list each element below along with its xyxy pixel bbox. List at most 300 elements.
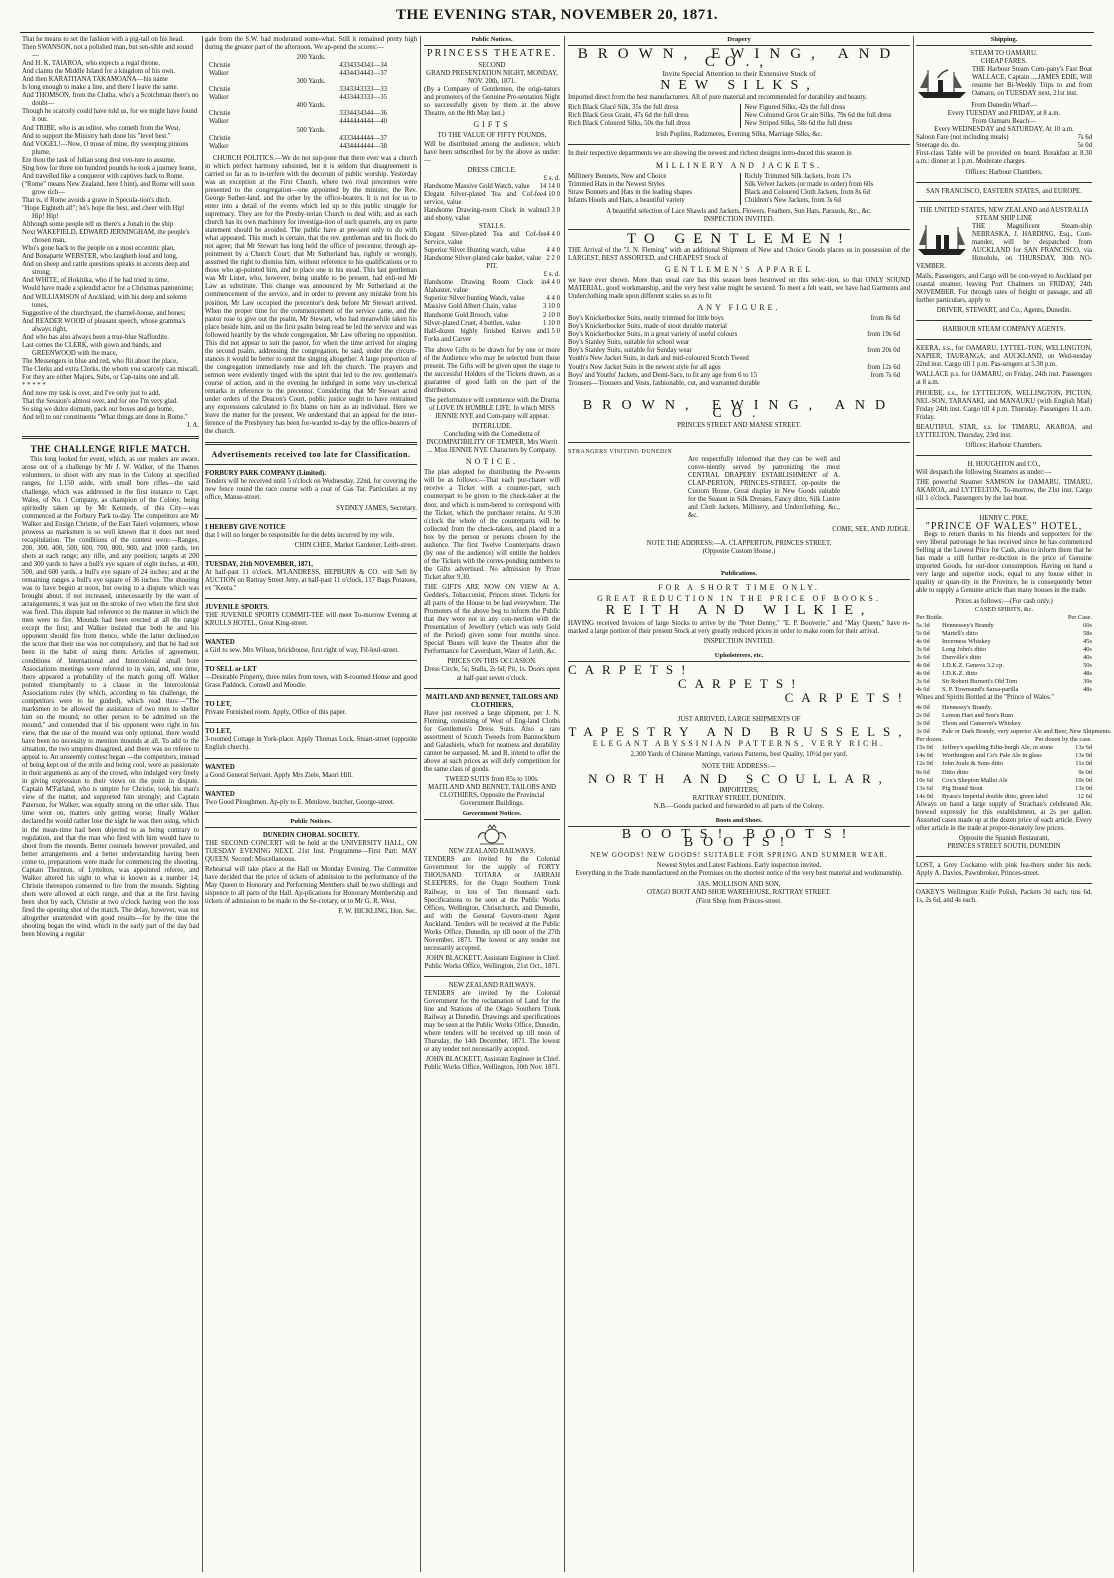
gift-row [424, 328, 560, 344]
spirit [916, 670, 1092, 678]
gift-value: 2 2 0 [546, 255, 560, 263]
comedietta-text: Concluding with the Comedietta of INCOMPATIBILITY OF TEMPER, Mrs Worrit ... Miss JENNIE NYE Characters by Company. [426, 431, 558, 455]
poem-line: And Bonaparte WEBSTER, who laugheth loud and long, [22, 253, 178, 261]
tapestry-brussels: TAPESTRY AND BRUSSELS, [568, 723, 910, 739]
poem-line: And READER WOOD of pleasant speech, whose gramma's always right, [22, 317, 186, 333]
gifts-value: TO THE VALUE OF FIFTY POUNDS, [437, 132, 547, 140]
opposite-restaurant: Opposite the Spanish Restaurant, [958, 834, 1050, 842]
newest-styles: Newest Styles and Latest Fashions. Early inspection invited. [656, 862, 822, 870]
interlude-label: INTERLUDE. [472, 423, 512, 431]
ad-heading: TO SELL or LET [205, 666, 257, 674]
come-see-judge: COME, SEE, AND JUDGE. [832, 526, 910, 534]
divider [205, 633, 417, 634]
classified-ads [205, 470, 417, 812]
from-oamaru: From Oamaru Beach— [972, 118, 1036, 126]
princes-manse-street: PRINCES STREET AND MANSE STREET. [677, 421, 801, 429]
classified-ad [205, 639, 417, 655]
theatre-title: PRINCESS THEATRE. [427, 48, 557, 60]
score-row [205, 94, 417, 102]
spirit-case-price: 48s [1083, 669, 1092, 677]
public-notices-label: Public Notices. [205, 818, 417, 828]
pit-gifts [424, 279, 560, 343]
divider [424, 688, 560, 689]
silk-list-right [740, 104, 911, 128]
spirit-case-price: 48s [1083, 686, 1092, 694]
millinery-heading: MILLINERY AND JACKETS. [655, 160, 823, 170]
notice-body: The plan adopted for distributing the Pre-sents will be as follows:—That each pur-chaser will receive a Ticket with a counter-part, such counterpart to be given to the check-taker at the door, and which is num-bered to correspond with the Ticket, which the purchaser retains. At 9.30 o'clock the whole of the counterparts will be collected from the check-takers, and placed in a box by the person or persons chosen by the audience. The first Twelve Counterparts drawn (by one of the audience) will entitle the holders of the Tickets with the corres-ponding numbers to the Gifts advertised. No admission by Prize Ticket after 9.30. [424, 469, 560, 581]
column-4 [568, 36, 910, 1572]
classified-ad [205, 764, 417, 780]
gift-name: Handsome Drawing Room Clock in Alabaster, value [424, 279, 547, 295]
divider [205, 812, 417, 813]
spirit-price: 4s 0d [916, 669, 930, 677]
column-rule [564, 36, 565, 1572]
suit-row [568, 339, 910, 347]
score-range-label: 300 Yards. [296, 78, 326, 86]
gift-name: Handsome Massive Gold Watch, value [424, 182, 530, 190]
suit-row [568, 380, 910, 388]
suit-row [568, 347, 910, 355]
divider [916, 508, 1092, 509]
spirit-price: 4s 0d [916, 661, 930, 669]
boys-suits-list [568, 315, 910, 387]
millinery-list-right [740, 173, 911, 205]
steamship-icon [916, 223, 968, 257]
spirit [916, 678, 1092, 686]
carpets-word: CARPETS! [784, 689, 910, 705]
wine-price: 3s 0d [916, 720, 930, 728]
poem-line: The Messengers in blue and red, who flit about the place, [22, 357, 178, 365]
ale-price: 15s 0d [916, 744, 933, 752]
divider [916, 201, 1092, 202]
railways-signature-1: JOHN BLACKETT, Assistant Engineer in Chief. Public Works Office, Wellington, 21st Oct., 1871. [424, 954, 560, 970]
fare-label: Saloon Fare (not including meals) [916, 134, 1009, 142]
spirit-name: Long John's ditto [942, 645, 987, 653]
score-row [205, 110, 417, 118]
second-label: SECOND [478, 62, 506, 70]
spirit-name: Inverness Whiskey [942, 637, 991, 645]
currency-header: £ s. d. [543, 174, 560, 182]
divider [916, 320, 1092, 321]
ad-heading: WANTED [205, 639, 235, 647]
strangers-body: Are respectfully informed that they can be well and conve-niently served by patronizing the most CENTRAL DRAPERY ESTABLISHMENT of A. CLAP-PERTON, PRINCES-STREET, op-posite the Custom House. Great display in New Goods suitable for the Season in Silk Dresses, Fancy ditto, Silk Lustre and Cloth Jackets, Millinery, and Underclothing, &c., &c. [688, 455, 840, 520]
fare-row [916, 134, 1092, 142]
wine-name: Pale or Dark Brandy, very superior Ale and Beer, New Shipments. [942, 728, 1112, 736]
masthead [20, 6, 1094, 33]
shooter-score: 4334334343—34 [339, 62, 387, 70]
wine-name: Lemon Hart and Son's Rum [942, 712, 1014, 720]
silk-item: New Coloured Gros Gr ain Silks, 79s 6d the full dress [744, 112, 892, 120]
harbour-agents-heading: HARBOUR STEAM COMPANY AGENTS. [942, 326, 1066, 334]
wines-list [916, 704, 1112, 736]
church-politics-body: CHURCH POLITICS.—We do not sup-pose that there ever was a church in which perfect harmony subsisted, but it is seldom that disagreement is carried so far as to in-terfere with the decorum of public worship. Yesterday was an exception at the First Church, where two rival precentors were presented to the congregation—one appointed by the minister, the Rev. George Suther-land, and the other by the office-bearers. It is not for us to enter into a detail of the events which led up to this public struggle for supremacy. They are for the Presby-terian Church to deal with; and as each church has its own machinery for investiga-tion of such quarrels, any ex parte statement should be avoided. The public have at pre-sent only to do with what appeared. This much is certain, that the rev. gentleman and his flock do not agree; that Mr Stewart has long held the office of precentor, through ap-pointment by a Church Court; that Mr Sutherland has, rightly or wrongly, assumed the right to dismiss him, without reference to his qualifications or to those who ap-pointed him, and to place one in his stead. This last gentleman was Mr Lister, who, however, being unable to be present, had enli-ted Mr Law as substitute. This change was announced by Mr Sutherland at the commencement of the service, and in order to prevent any mistake from his position, Mr Law occupied the precentor's desk before Mr Stewart arrived. When the proper time for the commencement of the service came, and the pastor rose to give out the psalm, Mr Stewart, who had meanwhile taken his place beside him, and on the first psalm being read he led the service and was followed heartily by the whole congregation, Mr Law offering no opposition. This did not appear to suit the pastor, for when the time arrived for singing the second psalm, addressing the congregation, he said, under the circum-stances it would be better to omit the singing altogether. A large proportion of the congregation immediately rose and left the church. The prayers and sermon were evidently tinged with the spirit that led to the rev. gentleman's course of action, and in the evening he indulged in some very un-clerical remarks in reference to the precentor. Considering that Mr Stewart acted under orders of the Deacon's Court, public justice ought to have restrained any expressions calculated to fix blame on him as an individual. Here we leave the matter for the present. We understand that an appeal for the inter-ference of the Presbytery has been for-warded to-day by the office-bearers of the church. [205, 154, 417, 436]
maitland-bennet-body: Have just received a large shipment, per J. N. Fleming, consisting of West of Eng-land Cloths for Gentlemen's Dress Suits. Also a rare assortment of Scotch Tweeds from Bannockburn and Galashiels, which for neatness and durability cannot be surpassed. M. and B. intend to offer the above at such prices as will defy competition for the same class of goods. [424, 709, 560, 773]
invite-text: Invite Special Attention to their Extensive Stock of [662, 69, 816, 79]
irish-poplins: Irish Poplins, Radzmeres, Evening Silks, Marriage Silks, &c. [655, 131, 823, 139]
rifle-match-title: THE CHALLENGE RIFLE MATCH. [30, 444, 191, 455]
shooter-name: Walker [209, 118, 229, 126]
public-notices-label: Public Notices. [424, 36, 560, 46]
suit-name: Trousers—Trousers and Vests, fashionable, cut, and warranted durable [568, 379, 760, 387]
boots-shoes-label: Boots and Shoes. [568, 817, 910, 827]
gift-value: 3 10 0 [543, 303, 560, 311]
dress-circle-gifts [424, 183, 560, 223]
offices-1: Offices: Harbour Chambers. [965, 168, 1043, 176]
poem-line: And WILLIAMSON of Auckland, with his deep and solemn tones, [22, 293, 187, 309]
divider [205, 722, 417, 723]
upholsterers-label: Upholsterers, etc. [568, 652, 910, 662]
ale-case-price: 13s 0d [1075, 784, 1092, 792]
short-time-heading: FOR A SHORT TIME ONLY. [658, 583, 820, 593]
ale-price: 10s 6d [916, 776, 933, 784]
jacket-item: Silk Velvet Jackets (or made to order) from 60s [744, 180, 874, 188]
divider [916, 182, 1092, 183]
silk-item: Rich Black Coloured Silks, 50s the full dress [568, 120, 691, 128]
houghton-heading: H. HOUGHTON and CO., [967, 460, 1041, 468]
gift-value: 2 10 0 [543, 311, 560, 319]
gift-value: 4 4 0 [546, 247, 560, 255]
spirit-price: 5s 3d [916, 621, 930, 629]
poem-line: And WHITE, of Hokitika, who if he had tried in time, [22, 277, 169, 285]
wine [916, 704, 1092, 712]
imported-text: Imported direct from the best manufacturers. All of pure material and recommended for durability and beauty. [568, 94, 868, 102]
divider [205, 660, 417, 661]
brown-ewing-title: BROWN, EWING, AND CO., [577, 46, 901, 71]
ale-case-price: 13s 6d [1075, 744, 1092, 752]
score-row [205, 135, 417, 143]
tweed-suits: TWEED SUITS from 85s to 100s. [445, 776, 539, 784]
ad-heading: TO LET, [205, 701, 232, 709]
ad-heading: TUESDAY, 21th NOVEMBER, 1871, [205, 560, 313, 568]
newspaper-title: THE EVENING STAR, NOVEMBER 20, 1871. [396, 7, 718, 23]
railways-title-1: NEW ZEALAND RAILWAYS. [448, 848, 536, 856]
gift-value: 4 4 0 [546, 231, 560, 239]
jacket-item: Children's New Jackets, from 3s 6d [744, 196, 841, 204]
shooter-score: 4333444444—37 [339, 134, 387, 142]
rattray-street: RATTRAY STREET, DUNEDIN. [692, 795, 786, 803]
prices-as-follows: Prices as follows:—(For cash only.) [955, 597, 1053, 605]
mollison-title: JAS. MOLLISON AND SON, [697, 881, 781, 889]
poem-line: And TRIBE, who is an editor, who cometh from the West, [22, 124, 181, 132]
divider [205, 785, 417, 786]
late-ads-title: Advertisements received too late for Classification. [211, 450, 411, 460]
wine [916, 712, 1092, 720]
per-bottle-header: Per Bottle. [916, 613, 944, 621]
poem-line: Next WAKEFIELD, EDWARD JERNINGHAM, the people's chosen man, [22, 229, 190, 245]
per-case-header: Per Case. [1067, 613, 1092, 621]
ale-price: 14s 0d [916, 792, 933, 800]
dress-circle-heading: DRESS CIRCLE. [467, 166, 517, 174]
poem-line: So sing we dulce domum, pack our boxes and go home, [22, 406, 174, 414]
divider [424, 976, 560, 977]
score-range-label: 200 Yards. [296, 54, 326, 62]
suit-price: from 8s 6d [870, 315, 900, 323]
spirit [916, 686, 1092, 694]
keera-notice: KEERA, s.s., for OAMARU, LYTTEL-TON, WELLINGTON, NAPIER, TAURANGA, and AUCKLAND, on Wed-nesday 22nd inst. Cargo till 1 p.m. Pas-sengers at 5.30 p.m. [916, 345, 1092, 369]
spirit-case-price: 50s [1083, 661, 1092, 669]
suit-name: Youth's New Jacket Suits in the newest style for all ages [568, 363, 721, 371]
choral-society-title: DUNEDIN CHORAL SOCIETY. [262, 831, 360, 839]
ale-name: John Joule & Sons ditto [942, 760, 1004, 768]
ad-body: 3-roomed Cottage in York-place. Apply Thomas Lock, Stuart-street (opposite English church). [205, 736, 417, 752]
poem-line: "Hope Eighteth all"; let's hope the best, and cheer with Hip! Hip! Hip! [22, 204, 185, 221]
wine-price: 2s 0d [916, 712, 930, 720]
ale-name: Worthington and Co's Pale Ale in glass [942, 752, 1042, 760]
gift-value: 4 4 0 [546, 295, 560, 303]
gift-name: Elegant Silver-plated Tea and Cof-fee Service, value [424, 231, 547, 247]
driver-stewart: DRIVER, STEWART, and Co., Agents, Dunedin. [936, 307, 1072, 315]
will-despatch: Will despatch the following Steamers as under:— [916, 468, 1052, 476]
ad-heading: TO LET, [205, 728, 232, 736]
divider [568, 144, 910, 145]
mails-text: Mails, Passengers, and Cargo will be con-veyed to Auckland per coastal steamer, leaving Port Chalmers on FRIDAY, 24th NOVEMBER. For through rates of freight or passage, and all further particulars, apply to [916, 272, 1092, 305]
first-shop: (First Shop from Princes-street. [696, 897, 782, 905]
suit-row [568, 323, 910, 331]
shooter-name: Walker [209, 142, 229, 150]
gift-value: 3 3 0 [546, 206, 560, 214]
classified-ad [205, 604, 417, 628]
book-reduction-heading: GREAT REDUCTION IN THE PRICE OF BOOKS. [597, 594, 881, 604]
divider [916, 883, 1092, 884]
oakey-polish: OAKEY'S Wellington Knife Polish, Packets 3d each; tins 6d, 1s, 2s 6d, and 4s each. [916, 889, 1092, 905]
spirit-price: 3s 6d [916, 678, 930, 685]
ale [916, 760, 1092, 768]
reith-wilkie-body: HAVING received Invoices of large Stocks to arrive by the "Peter Denny," "E. P. Bouverie," and "May Queen," have re-marked a large portion of their present Stock at very greatly reduced prices in order to make room for their arrival. [568, 619, 910, 635]
wine-price: 3s 0d [916, 728, 930, 736]
princes-street-south: PRINCES STREET SOUTH, DUNEDIN [947, 842, 1061, 850]
wines-bottled: Wines and Spirits Bottled at the "Prince of Wales." [916, 694, 1055, 702]
ad-body: THE JUVENILE SPORTS COMMIT-TEE will meet To-morrow Evening at KRULLS HOTEL, Great King-street. [205, 611, 417, 627]
samson-notice: THE powerful Steamer SAMSON for OAMARU, TIMARU, AKAROA, and LYTTELTON, To-morrow, the 21st inst. Cargo till 1 o'clock. Passengers by the last boat. [916, 478, 1092, 503]
shooter-score: 4434434443—37 [339, 70, 387, 78]
ale-name: Cox's Shepton Mallet Ale [942, 776, 1008, 784]
ale [916, 752, 1092, 760]
table-note: First-class Table will be provided on board. Breakfast at 8.30 a.m.: dinner at 1 p.m. Moderate charges. [916, 150, 1092, 166]
ad-signature: SYDNEY JAMES, Secretary. [336, 504, 417, 512]
shawls-text: A beautiful selection of Lace Shawls and Jackets, Flowers, Feathers, Sun Hats, Parasols, &c., &c. [606, 207, 872, 215]
poem-line: Last comes the CLERK, with gown and bands, and GREENWOOD with the mace, [22, 341, 162, 357]
silk-list-left [568, 104, 734, 128]
every-wednesday: Every WEDNESDAY and SATURDAY, At 10 a.m. [934, 126, 1074, 134]
suit-row [568, 315, 910, 323]
gentlemen-body-2: we have ever shown. More than usual care has this season been bestowed on this selec-tion, so that ONLY SOUND MATERIAL, good workmanship, and the very best value might be secured. To meet a felt want, we have had Garments and Underclothing made upon different scales so as to fit [568, 277, 910, 301]
millinery-item: Millinery Bonnets, New and Choice [568, 172, 667, 180]
spirit-case-price: 58s [1083, 629, 1092, 637]
divider [205, 518, 417, 519]
any-figure-heading: ANY FIGURE. [697, 303, 781, 313]
ad-body: Private Furnished room. Apply, Office of this paper. [205, 709, 347, 717]
shooter-score: 3343343333—33 [339, 86, 387, 94]
cheap-fares: CHEAP FARES. [980, 58, 1028, 66]
column-2 [205, 36, 417, 1572]
column-1 [22, 36, 199, 1572]
suit-price: from 20s 0d [867, 347, 900, 355]
shooter-name: Christie [209, 62, 231, 70]
ale-case-price: 9s 0d [1078, 768, 1092, 776]
gift-row [424, 247, 560, 255]
prices-body: Dress Circle, 5s; Stalls, 2s 6d; Pit, 1s. Doors open at half-past seven o'clock. [424, 666, 560, 682]
strangers-heading: STRANGERS VISITING DUNEDIN [568, 448, 673, 455]
divider [22, 436, 199, 439]
gift-value: 1 10 0 [543, 319, 560, 327]
score-range-label: 500 Yards. [296, 126, 326, 134]
poem-line: That the Session's almost over, and for one I'm very glad. [22, 398, 178, 406]
spirit-case-price: 40s [1083, 645, 1092, 653]
silk-item: New Striped Silks, 58s 6d the full dress [744, 120, 853, 128]
brown-ewing-title-2: BROWN, EWING, AND CO. [582, 397, 896, 421]
spirit-name: Hennessey's Brandy [942, 621, 994, 629]
carpets-word: CARPETS! [568, 661, 694, 677]
wine-name: Hennessy's Brandy. [942, 704, 993, 712]
poem-line: And claims the Middle Island for a kingdom of his own. [22, 68, 176, 76]
gift-row [424, 279, 560, 295]
ale-price: 14s 0d [916, 752, 933, 760]
classified-ad [205, 728, 417, 752]
poem-line: For they are either Majors, Subs, or Cap-tains one and all. [22, 373, 180, 381]
drapery-label: Drapery [568, 36, 910, 46]
poem-line: Suggestive of the churchyard, the charnel-house, and bones; [22, 309, 186, 317]
san-francisco-heading: SAN FRANCISCO, EASTERN STATES, and EUROPE. [926, 187, 1082, 195]
fare-price: 7s 6d [1077, 134, 1092, 142]
gift-name: Superior Silver Hunting watch, value [424, 247, 526, 255]
currency-header: £ s. d. [543, 271, 560, 279]
poem-line: And then KARAITIANA TAKAMOANA—his name [22, 76, 168, 84]
gift-row [424, 207, 560, 223]
ad-body: a Girl to sew. Mrs Wilson, brickhouse, first right of way, Fil-leul-street. [205, 647, 399, 655]
ad-heading: I HEREBY GIVE NOTICE [205, 523, 286, 531]
ale-case-price: 10s 0d [1075, 776, 1092, 784]
ale [916, 777, 1092, 785]
jacket-item: Black and Coloured Cloth Jackets, from 8s 6d [744, 188, 870, 196]
fare-label: Steerage do. do. [916, 142, 960, 150]
spirit-name: Sir Robert Burnett's Old Tom [942, 678, 1018, 685]
ale-case-price: 12 6d [1077, 792, 1092, 800]
fares-list [916, 134, 1092, 150]
gift-row [424, 303, 560, 311]
ad-body: At half-past 11 o'clock. M'LANDRESS, HEPBURN & CO. will Sell by AUCTION on Rattray Street Jetty, at half-past 11 o'clock, 117 Bags Potatoes, ex "Keera." [205, 568, 417, 592]
classified-ad [205, 561, 417, 593]
railways-body-1: TENDERS are invited by the Colonial Government for the supply of FORTY THOUSAND TOTARA or JARRAH SLEEPERS, for the Otago Southern Trunk Railway, in lots of Ten thousand each. Specifications to be seen at the Public Works Offices, Wellington, Christchurch, and Dunedin, and with the General Govern-ment Agent Auckland. Tenders will be received at the Public Works Office, Dunedin, up till noon of the 27th November, 1871. The lowest or any tender not necessarily accepted. [424, 856, 560, 952]
poem-line: And who has also always been a true-blue Stafforditе. [22, 333, 169, 341]
spirit-case-price: 45s [1083, 637, 1092, 645]
millinery-item: Trimmed Hats in the Newest Styles [568, 180, 665, 188]
suit-name: Youth's New Jacket Suits, in dark and mid-coloured Scotch Tweed [568, 355, 749, 363]
millinery-item: Infants Hoods and Hats, a beautiful variety [568, 196, 685, 204]
gift-name: Massive Gold Albert Chain, value [424, 303, 517, 311]
suit-price: from 12s 6d [867, 363, 900, 371]
prince-of-wales-hotel: "PRINCE OF WALES" HOTEL, [925, 521, 1083, 533]
poem-line: And to support the Ministry hath done his "level best." [22, 132, 171, 140]
performance-text: The performance will commence with the Drama of LOVE IN HUMBLE LIFE. In which MISS JENNIE NYE and Com-pany will appear. [425, 396, 559, 421]
poem-line: ("Rome" means New Zealand, here I hint), and Rome will soon grow rich— [22, 180, 195, 196]
nebraska-body: THE Magnificent Steam-ship NEBRASKA, J. HARDING, Esq., Com-mander, will be despatched from AUCKLAND for SAN FRANCISCO, via Honolulu, on THURSDAY, 30th NO-VEMBER. [916, 222, 1092, 270]
gifts-drawn-text: The above Gifts to be drawn for by one or more of the Audience who may be selected from those present. The Gifts will be given upon the stage to the successful Holders of the Tickets drawn, as a guarantee of good faith on the part of the distributors. [424, 346, 560, 394]
gift-value: 1 5 0 [546, 327, 560, 335]
classified-ad [205, 524, 417, 550]
chinese-mattings: 2,300 Yards of Chinese Mattings, various Patterns, best Quality, 10½d per yard. [630, 750, 848, 758]
ad-heading: FORBURY PARK COMPANY (Limited). [205, 470, 326, 478]
ale [916, 769, 1092, 777]
column-rule [913, 36, 914, 1572]
spirit-price: 3s 6d [916, 645, 930, 653]
shooter-name: Christie [209, 86, 231, 94]
poem-line: That he means to set the fashion with a pig-tail on his head. [22, 36, 184, 43]
railways-body-2: TENDERS are invited by the Colonial Government for the reclamation of Land for the line and Stations of the Otago Southern Trunk Railway at Dunedin. Drawings and specifications may be seen at the Public Works Office, Dunedin, where tenders will be received up till noon of Thursday, the 14th December, 1871. The lowest or any tender not necessarily accepted. [424, 990, 560, 1054]
spirit-name: Dunville's ditto [942, 653, 982, 661]
wallace-body: THE Harbour Steam Com-pany's Fast Boat WALLACE, Captain ....JAMES EDIE, Will resume her Bi-Weekly Trips to and from Oamaru, on TUESDAY next, 21st inst. [972, 66, 1092, 98]
suit-row [568, 331, 910, 339]
lost-cockatoo: LOST, a Grey Cockatoo with pink fea-thers under his neck. Apply A. Davies, Pawnbroker, Princes-street. [916, 861, 1092, 878]
poem-line: Would have made a splendid actor for a Christmas pantomime; [22, 285, 194, 293]
gift-value: 4 4 0 [546, 279, 560, 287]
score-row [205, 86, 417, 94]
score-row [205, 143, 417, 151]
spirit-case-price: 39s [1083, 678, 1092, 685]
inspection-invited-2: INSPECTION INVITED. [703, 637, 775, 645]
ale [916, 744, 1092, 752]
ale-name: Ditto ditto [942, 768, 969, 776]
hotel-body: Begs to return thanks to his friends and supporters for the very liberal patronage he has received since he has commenced Selling at the Lowest Price for Cash, also to inform them that he has made a still further re-duction in the price of Genuine imported Goods, for out-door consumption. Having on hand a very large and superior stock, equal to any house either in quality or quan-tity in the Province, he is consequently better able to supply a Genuine article than many houses in the trade. [916, 531, 1092, 595]
spirit-name: J.D.K.Z. Geneva 3.2 cp. [942, 661, 1004, 669]
shooter-score: 4434444444—38 [339, 142, 387, 150]
note-address-2: NOTE THE ADDRESS:— [702, 762, 776, 770]
poem-line: And VOGEL!—Now, O muse of mine, thy sweeping pinions plume, [22, 140, 189, 156]
gift-row [424, 320, 560, 328]
shooter-score: 4433443333—35 [339, 94, 387, 102]
millinery-item: Straw Bonnets and Hats in the leading shapes [568, 188, 693, 196]
ale-name: Pig Brand Stout [942, 784, 983, 792]
poem-line: That is, if Rome avoids a grave in Specula-tion's ditch. [22, 196, 172, 204]
per-dozen-case-header: Per dozen by the case. [1035, 736, 1092, 744]
shooter-name: Christie [209, 134, 231, 142]
wine [916, 728, 1112, 736]
wallace-notice: WALLACE p.s. for OAMARU, on Friday, 24th inst. Passengers at 8 a.m. [916, 371, 1092, 387]
gift-value: 4 10 0 [543, 190, 560, 198]
silk-item: Rich Black Gros Grain, 47s 6d the full dress [568, 112, 689, 120]
ale-name: Byass's Imperial double ditto, green label [942, 792, 1048, 800]
presentation-night: GRAND PRESENTATION NIGHT, MONDAY, NOV. 20th, 1871. [426, 70, 558, 86]
steamship-icon [916, 66, 968, 100]
suit-name: Boy's Stanley Suits, suitable for school wear [568, 339, 690, 347]
rifle-match-body: This long looked for event, which, as our readers are aware, arose out of a challenge by Mr J. W. Walker, of the Thames volunteers, to shoot with any man in the Colony at specified ranges, for L150 aside, with small bore rifles—the said challenge, which was addressed in the first instance to Capt. Wales, of No. 1 Company, as champion of the Colony, being spiritedly taken up by Mr Kennedy, of this City—was commenced at the Forbury Park to-day. The competitors are Mr Walker and Ensign Christie, of the East Taieri volunteers, whose prowess as marksmen is so well known that it does not need recapitulation. The conditions of the contest were:—Ranges, 200, 300, 400, 500, 600, 700, 800, 900, and 1000 yards, ten shots at each range; any rifle, and any position; targets at 200 and 300 yards to have a bull's eye square of eight inches, at 400, 500, and 600 yards, a bull's eye square of 24 inches; and at the remaining ranges a bull's eye square of 36 inches. The shooting was to have begun at noon, but owing to a dispute which was brought about, if not increased, unnecessarily by the want of arrangements, it was just on the stroke of two when the first shot was fired. This dispute had reference to the manner in which the men were to fire. Mounds had been erected at all the range except the first; and Walker insisted that both he and his opponent should fire from thence, while the latter declined,on the score that their use was not compulsory, and that he had not been in the habit of using them. Articles of agreement, conditions of International and Intercolonial small bore Associations meetings were referred to in vain, and, one time, there appeared a probability of the match going off. Walker pointed triumphantly to a clause in the Intercolonial Associations rules (by which, according to his challenge, the competitors were to be guided), which read thus:—"The marksmen to be allowed the assistance of two men to shelter him on the mound; no other person to be admitted on the mound," and contended that if his opponent were right in his view, that the use of the mound was only optional, there would have been no necessity to mention mounds at all. To add to the situation, the two umpires disagreed, and there was no referee to appeal to. An unseemly contest began —the competitors, instead of being kept out of the strife and being cool, were as passionate in their arguments as any of the crowd, who indulged very freely in giving expression to their views on the point in dispute. Captain M'Farland, who is umpire for Christie, took his man's view of the matter, and supported him strongly; and Captain Paterson, for Walker, was equally strong on the other side. Thus time went on, matters only getting worse; finally Walker declared he would rather lose the sight he was then using, which in the mean-time had been objected to as being contrary to regulation, and that the man who fired with him would have to shoot from the mounds. Better counsels however prevailed, and better arrangements and a better understanding having been come to, preparations were made for commencing the shooting. Captain Thornton, of Lyttelton, was appointed referee, and Walker altered his sight to what is known as a number 14; Christie thereupon consented to fire from the mounds. Sighting shots were allowed at each range, and that at the first having been shot by each, Christie at two o'clock having won the toss fired the opening shot of the match. The delay, however, was not altogether unattended with good results—for by the time the shooting began the wind, which in the early part of the day had been blowing a regular [22, 456, 199, 939]
gift-value: 14 14 0 [539, 182, 560, 190]
cased-spirits: CASED SPIRITS, &c. [974, 605, 1034, 613]
inspection-invited: INSPECTION INVITED. [703, 215, 775, 223]
otago-boot-warehouse: OTAGO BOOT AND SHOE WAREHOUSE, RATTRAY STREET. [647, 889, 831, 897]
column-rule [420, 36, 421, 1572]
divider [205, 442, 417, 445]
wine-price: 4s 0d [916, 704, 930, 712]
spirit [916, 622, 1092, 630]
poem-line: And now my task is over, and I've only just to add, [22, 390, 161, 398]
gifts-heading: GIFTS [473, 120, 511, 130]
just-arrived: JUST ARRIVED, LARGE SHIPMENTS OF [677, 715, 801, 723]
poem-line: And on sheep and cattle questions speaks in accents deep and strong; [22, 261, 190, 277]
poem-line: * * * * * [22, 382, 46, 390]
shooter-name: Walker [209, 94, 229, 102]
ales-list [916, 744, 1092, 800]
ad-body: Tenders will be received until 5 o'clock on Wednesday, 22nd, for covering the new fence round the race course with a coat of Gas Tar. Particulars at my office, Manse-street. [205, 478, 417, 502]
gifts-note: Will be distributed among the audience, which have been subscribed for by the above as under:— [424, 140, 560, 164]
spirit [916, 638, 1092, 646]
suit-price: from 7s 6d [870, 371, 900, 379]
spirit-price: 5s 0d [916, 629, 930, 637]
fare-price: 5s 0d [1077, 142, 1092, 150]
score-table [205, 54, 417, 151]
ad-body: —Desirable Property, three miles from town, with 8-roomed House and good Grass Paddock. Connell and Moodie. [205, 674, 417, 690]
railways-title-2: NEW ZEALAND RAILWAYS. [448, 981, 536, 989]
divider [916, 856, 1092, 857]
